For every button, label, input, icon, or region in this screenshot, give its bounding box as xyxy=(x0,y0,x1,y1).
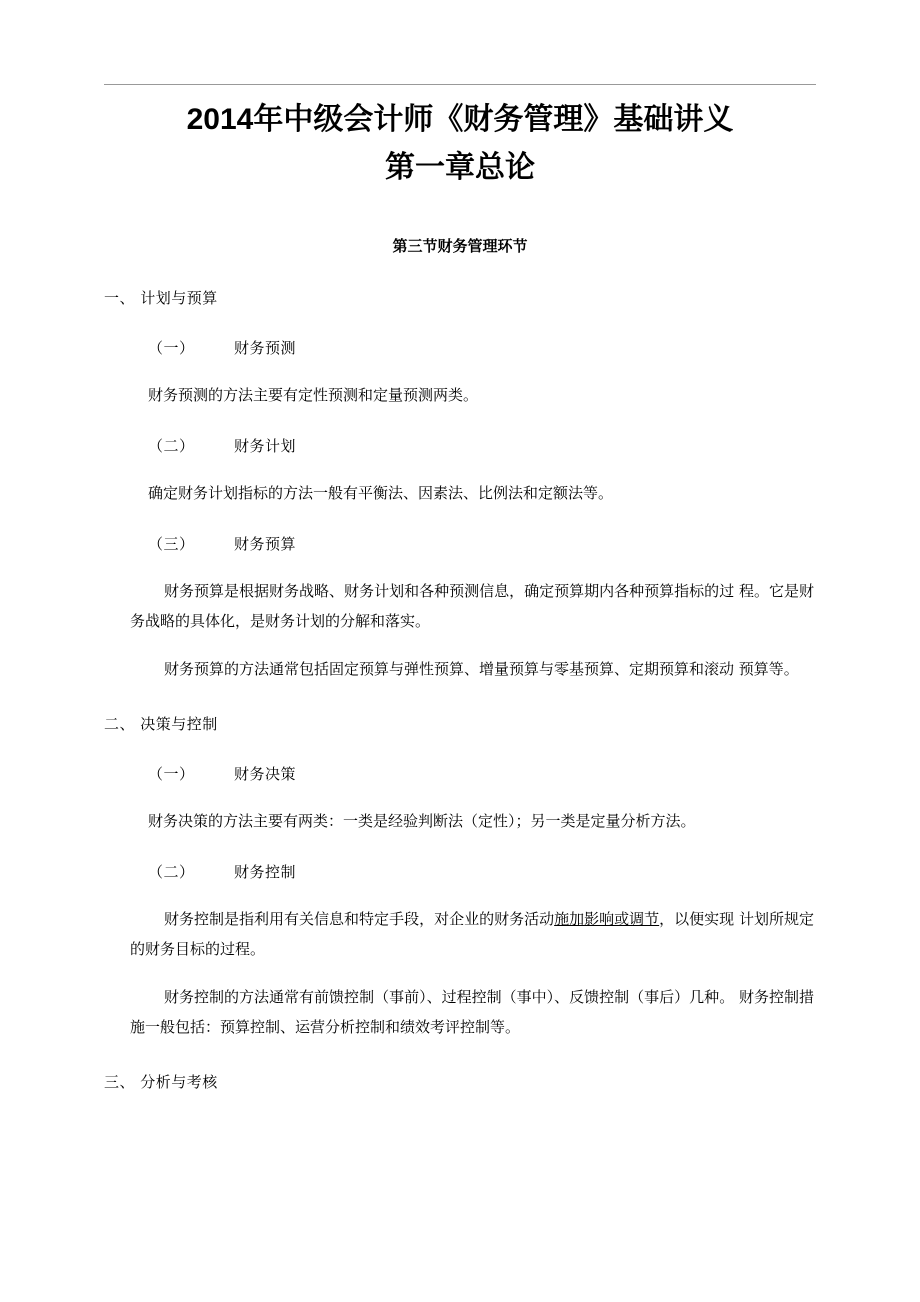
heading-level2-2-2 xyxy=(104,858,816,886)
heading-label: 财务决策 xyxy=(234,765,297,783)
heading-number: （一） xyxy=(148,339,195,357)
heading-label: 财务控制 xyxy=(234,863,297,881)
paragraph-1-3b: 财务预算的方法通常包括固定预算与弹性预算、增量预算与零基预算、定期预算和滚动 预算等。 xyxy=(164,660,799,678)
heading-level2-1-2 xyxy=(104,432,816,460)
section-title: 第三节财务管理环节 xyxy=(392,238,528,255)
header-divider xyxy=(104,84,816,85)
document-body xyxy=(104,284,816,1096)
heading-number: （二） xyxy=(148,437,195,455)
heading-level2-1-3 xyxy=(104,530,816,558)
heading-label: 财务预算 xyxy=(234,535,297,553)
document-subtitle: 第一章总论 xyxy=(385,151,535,184)
paragraph-1-1: 财务预测的方法主要有定性预测和定量预测两类。 xyxy=(148,386,479,404)
paragraph-text-post: ，以便实现 计划所规定的财务目标的过程。 xyxy=(130,910,814,958)
heading-level2-2-1 xyxy=(104,760,816,788)
paragraph-2-1: 财务决策的方法主要有两类：一类是经验判断法（定性）；另一类是定量分析方法。 xyxy=(148,812,696,830)
underlined-text: 施加影响或调节 xyxy=(554,910,660,928)
paragraph-1-3a: 财务预算是根据财务战略、财务计划和各种预测信息，确定预算期内各种预算指标的过 程。它是财务战略的具体化，是财务计划的分解和落实。 xyxy=(130,582,814,630)
heading-level2-1-1 xyxy=(104,334,816,362)
paragraph-text-pre: 财务控制是指利用有关信息和特定手段，对企业的财务活动 xyxy=(164,910,555,928)
title-block xyxy=(104,0,816,192)
heading-level1-3: 三、 分析与考核 xyxy=(104,1073,218,1091)
heading-level1-1: 一、 计划与预算 xyxy=(104,289,218,307)
heading-label: 财务计划 xyxy=(234,437,297,455)
heading-number: （一） xyxy=(148,765,195,783)
heading-number: （三） xyxy=(148,535,195,553)
heading-label: 财务预测 xyxy=(234,339,297,357)
heading-number: （二） xyxy=(148,863,195,881)
heading-level1-2: 二、 决策与控制 xyxy=(104,715,218,733)
paragraph-2-2a xyxy=(104,904,816,964)
paragraph-2-2b: 财务控制的方法通常有前馈控制（事前）、过程控制（事中）、反馈控制（事后）几种。 财务控制措施一般包括：预算控制、运营分析控制和绩效考评控制等。 xyxy=(130,988,814,1036)
document-title: 2014年中级会计师《财务管理》基础讲义 xyxy=(186,103,734,136)
paragraph-1-2: 确定财务计划指标的方法一般有平衡法、因素法、比例法和定额法等。 xyxy=(148,484,614,502)
